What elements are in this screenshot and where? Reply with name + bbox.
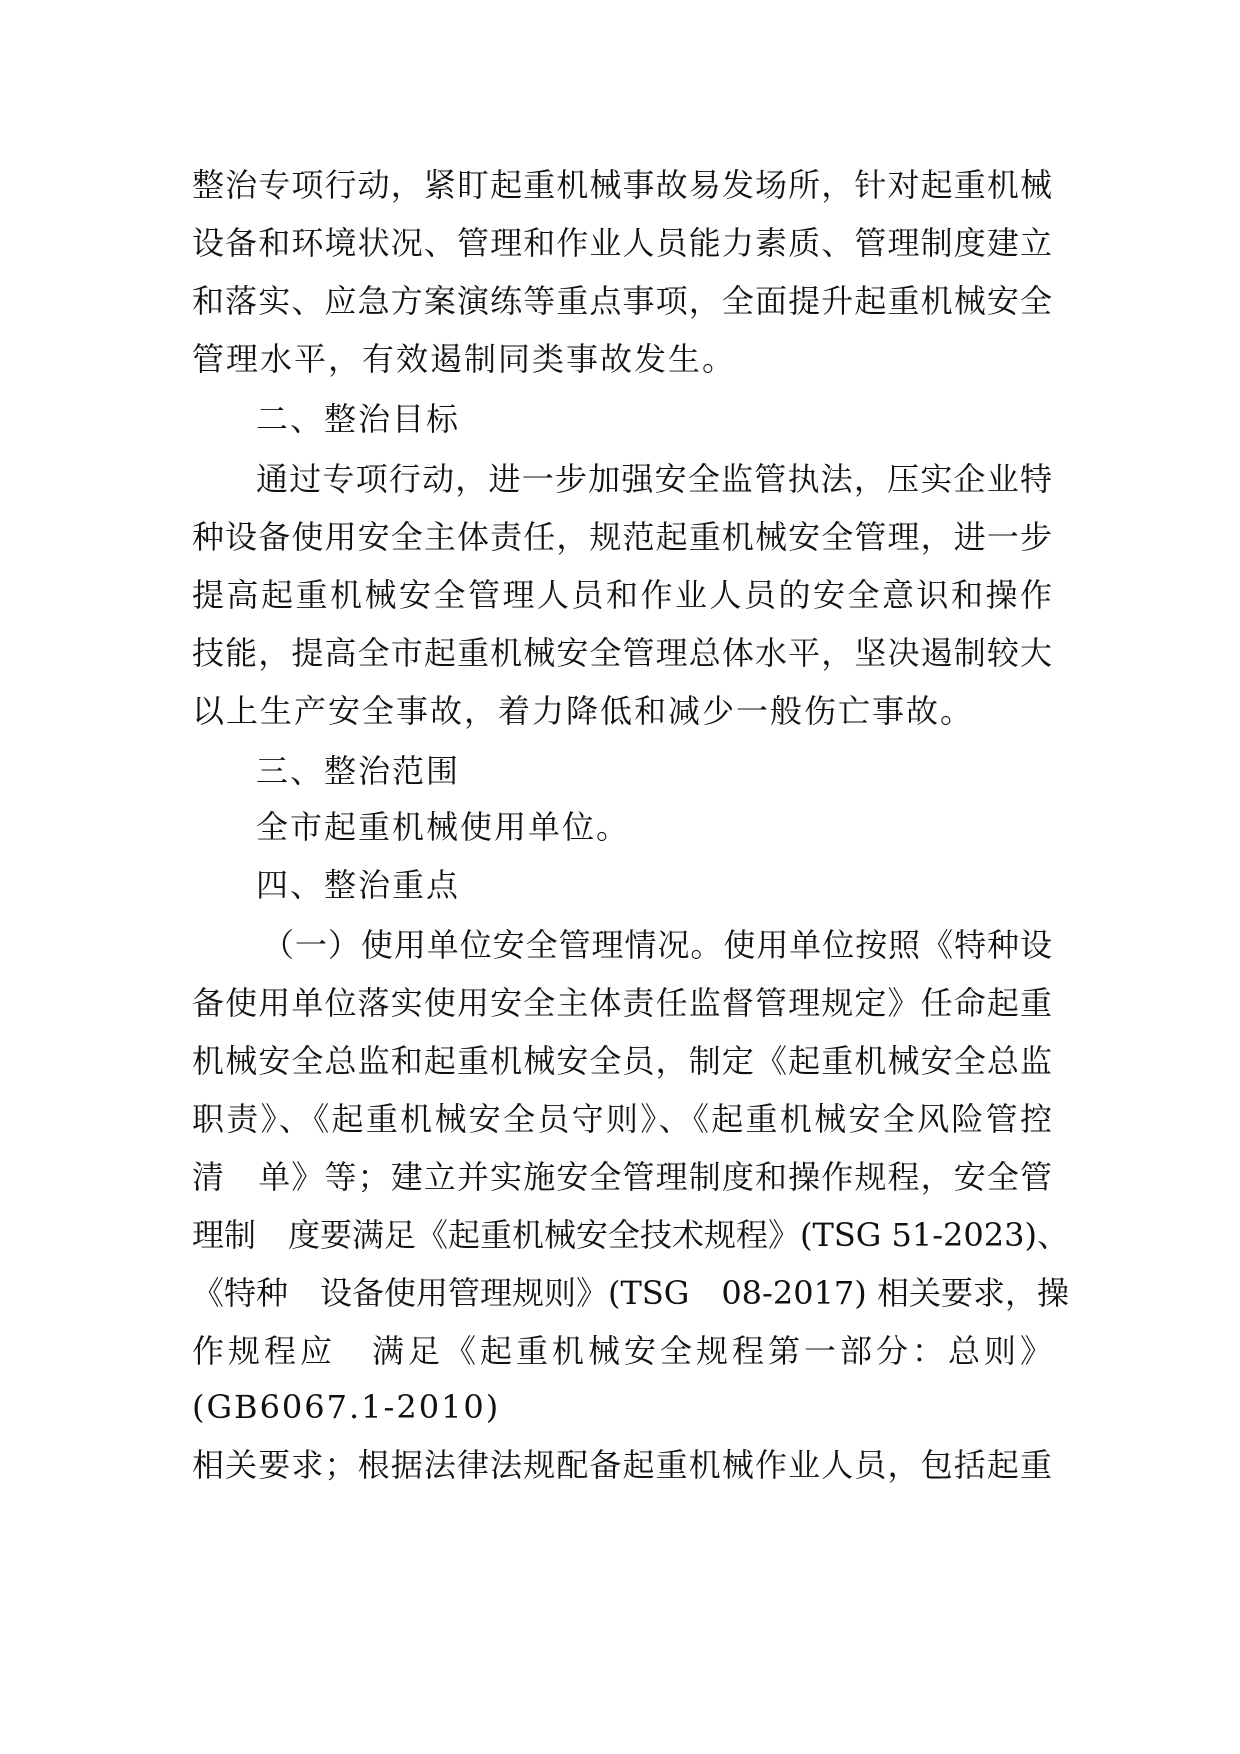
paragraph-line: 通过专项行动，进一步加强安全监管执法，压实企业特 (256, 460, 1052, 498)
section-heading: 二、整治目标 (256, 400, 461, 438)
paragraph-line: 职责》、《起重机械安全员守则》、《起重机械安全风险管控 (192, 1100, 1052, 1138)
paragraph-line: 相关要求；根据法律法规配备起重机械作业人员，包括起重 (192, 1446, 1052, 1484)
paragraph-line: 备使用单位落实使用安全主体责任监督管理规定》任命起重 (192, 984, 1052, 1022)
paragraph-line: 技能，提高全市起重机械安全管理总体水平，坚决遏制较大 (192, 634, 1052, 672)
paragraph-line: 《特种 设备使用管理规则》(TSG 08-2017) 相关要求，操 (192, 1274, 1069, 1312)
paragraph-line: 设备和环境状况、管理和作业人员能力素质、管理制度建立 (192, 224, 1052, 262)
paragraph-line: (GB6067.1-2010) (192, 1388, 501, 1426)
paragraph-line: 清 单》等；建立并实施安全管理制度和操作规程，安全管 (192, 1158, 1052, 1196)
paragraph-line: 种设备使用安全主体责任，规范起重机械安全管理，进一步 (192, 518, 1052, 556)
section-heading: 三、整治范围 (256, 752, 461, 790)
paragraph-line: 作规程应 满足《起重机械安全规程第一部分：总则》 (192, 1332, 1052, 1370)
paragraph-line: 管理水平，有效遏制同类事故发生。 (192, 340, 737, 378)
paragraph-line: 整治专项行动，紧盯起重机械事故易发场所，针对起重机械 (192, 166, 1052, 204)
paragraph-line: 以上生产安全事故，着力降低和减少一般伤亡事故。 (192, 692, 975, 730)
paragraph-line: 理制 度要满足《起重机械安全技术规程》(TSG 51-2023)、 (192, 1216, 1069, 1254)
paragraph-line: 全市起重机械使用单位。 (256, 808, 631, 846)
paragraph-line: （一）使用单位安全管理情况。使用单位按照《特种设 (262, 926, 1052, 964)
section-heading: 四、整治重点 (256, 866, 461, 904)
paragraph-line: 和落实、应急方案演练等重点事项，全面提升起重机械安全 (192, 282, 1052, 320)
paragraph-line: 提高起重机械安全管理人员和作业人员的安全意识和操作 (192, 576, 1052, 614)
paragraph-line: 机械安全总监和起重机械安全员，制定《起重机械安全总监 (192, 1042, 1052, 1080)
